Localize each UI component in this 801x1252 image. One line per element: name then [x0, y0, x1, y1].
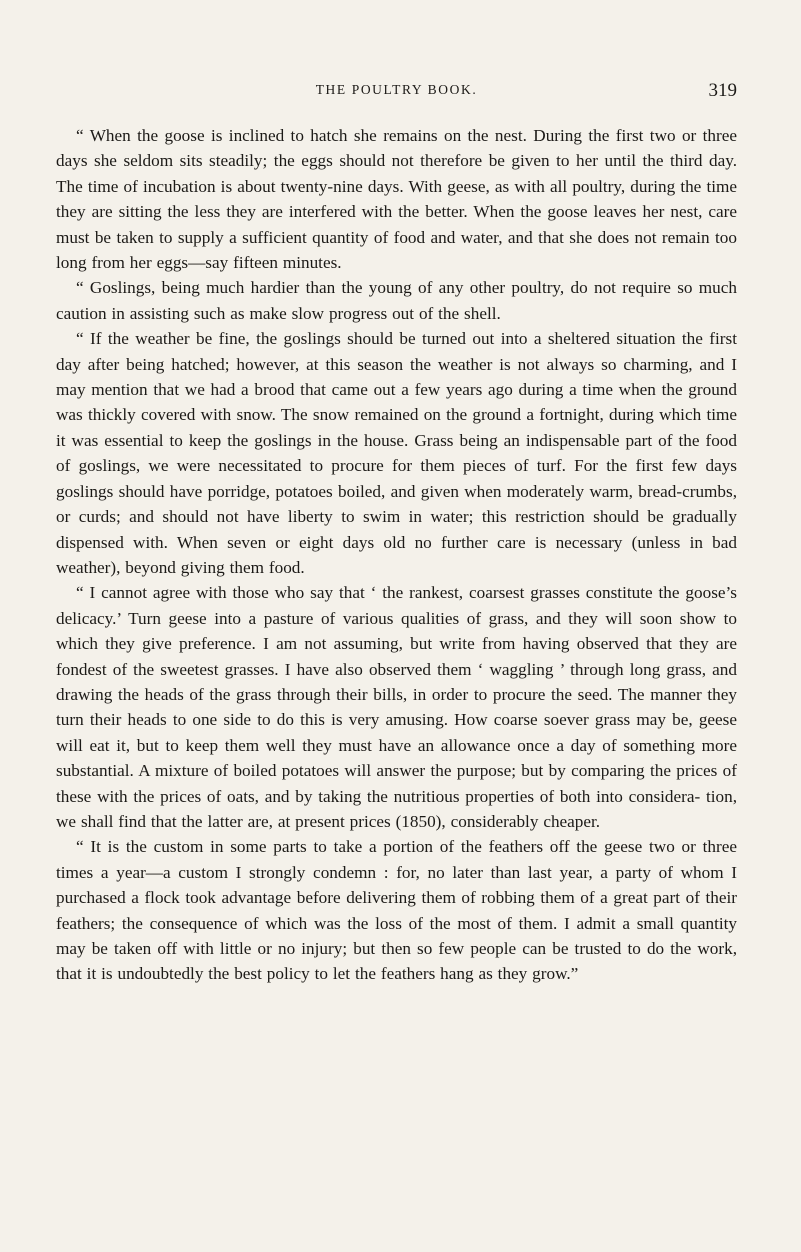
paragraph-grasses: “ I cannot agree with those who say that ‘ the rankest, coarsest grasses constitute the goose’s delicacy.’ Turn geese into a pasture of various qualities of grass, and they will soon show to which they give preference. I am not assuming, but write from having observed that they are fondest of the sweetest grasses. I have also observed them ‘ waggling ’ through long grass, and drawing the heads of the grass through their bills, in order to procure the seed. The manner they turn their heads to one side to do this is very amusing. How coarse soever grass may be, geese will eat it, but to keep them well they must have an allowance once a day of something more substantial. A mixture of boiled potatoes will answer the purpose; but by comparing the prices of these with the prices of oats, and by taking the nutritious properties of both into considera- tion, we shall find that the latter are, at present prices (1850), considerably cheaper.: [56, 583, 737, 831]
paragraph-incubation: “ When the goose is inclined to hatch she remains on the nest. During the first two or three days she seldom sits steadily; the eggs should not therefore be given to her until the third day. The time of incubation is about twenty-nine days. With geese, as with all poultry, during the time they are sitting the less they are interfered with the better. When the goose leaves her nest, care must be taken to supply a sufficient quantity of food and water, and that she does not remain too long from her eggs—say fifteen minutes.: [56, 126, 737, 273]
page-number: 319: [708, 80, 737, 101]
paragraph-feathers: “ It is the custom in some parts to take a portion of the feathers off the geese two or three times a year—a custom I strongly condemn : for, no later than last year, a party of whom I purchased a flock took advantage before delivering them of robbing them of a great part of their feathers; the consequence of which was the loss of the most of them. I admit a small quantity may be taken off with little or no injury; but then so few people can be trusted to do the work, that it is undoubtedly the best policy to let the feathers hang as they grow.”: [56, 837, 737, 984]
page-header: [56, 80, 737, 106]
paragraph-goslings-hardiness: “ Goslings, being much hardier than the young of any other poultry, do not require so much caution in assisting such as make slow progress out of the shell.: [56, 278, 737, 323]
body-text: [56, 123, 737, 987]
paragraph-goslings-care: “ If the weather be fine, the goslings should be turned out into a sheltered situation the first day after being hatched; however, at this season the weather is not always so charming, and I may mention that we had a brood that came out a few years ago during a time when the ground was thickly covered with snow. The snow remained on the ground a fortnight, during which time it was essential to keep the goslings in the house. Grass being an indispensable part of the food of goslings, we were necessitated to procure for them pieces of turf. For the first few days goslings should have porridge, potatoes boiled, and given when moderately warm, bread-crumbs, or curds; and should not have liberty to swim in water; this restriction should be gradually dispensed with. When seven or eight days old no further care is necessary (unless in bad weather), beyond giving them food.: [56, 329, 737, 577]
running-head: THE POULTRY BOOK.: [315, 82, 478, 97]
